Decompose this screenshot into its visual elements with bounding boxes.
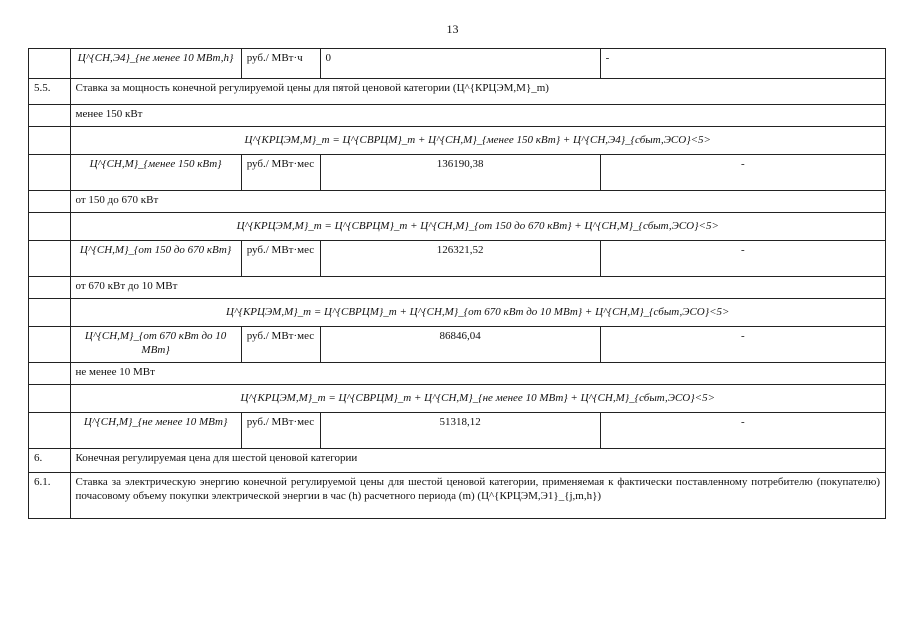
group-label: не менее 10 МВт xyxy=(70,363,886,385)
formula-row xyxy=(29,385,886,413)
unit-cell: руб./ МВт·ч xyxy=(241,49,320,79)
unit-cell: руб./ МВт·мес xyxy=(241,413,320,449)
value-cell: 51318,12 xyxy=(320,413,600,449)
group-label: от 670 кВт до 10 МВт xyxy=(70,277,886,299)
section-title: Конечная регулируемая цена для шестой ценовой категории xyxy=(70,449,886,473)
variable-cell: Ц^{СН,М}_{менее 150 кВт} xyxy=(70,155,241,191)
section-number: 6. xyxy=(29,449,71,473)
section-title: Ставка за мощность конечной регулируемой цены для пятой ценовой категории (Ц^{КРЦЭМ,М}_m) xyxy=(70,79,886,105)
variable-cell: Ц^{СН,М}_{от 670 кВт до 10 МВт} xyxy=(70,327,241,363)
formula-row xyxy=(29,213,886,241)
group-label-row xyxy=(29,277,886,299)
table-row xyxy=(29,327,886,363)
variable-cell: Ц^{СН,М}_{от 150 до 670 кВт} xyxy=(70,241,241,277)
extra-cell: - xyxy=(600,155,885,191)
value-cell: 86846,04 xyxy=(320,327,600,363)
table-row xyxy=(29,241,886,277)
group-label-row xyxy=(29,191,886,213)
unit-cell: руб./ МВт·мес xyxy=(241,327,320,363)
unit-cell: руб./ МВт·мес xyxy=(241,241,320,277)
table-row xyxy=(29,413,886,449)
formula: Ц^{КРЦЭМ,М}_m = Ц^{СВРЦМ}_m + Ц^{СН,М}_{от 670 кВт до 10 МВт} + Ц^{СН,М}_{сбыт,ЭСО}<5> xyxy=(70,299,886,327)
formula: Ц^{КРЦЭМ,М}_m = Ц^{СВРЦМ}_m + Ц^{СН,М}_{от 150 до 670 кВт} + Ц^{СН,М}_{сбыт,ЭСО}<5> xyxy=(70,213,886,241)
section-number: 5.5. xyxy=(29,79,71,105)
section-number: 6.1. xyxy=(29,473,71,519)
group-label-row xyxy=(29,105,886,127)
unit-cell: руб./ МВт·мес xyxy=(241,155,320,191)
value-cell: 136190,38 xyxy=(320,155,600,191)
extra-cell: - xyxy=(600,49,885,79)
tariff-table xyxy=(28,48,886,519)
variable-cell: Ц^{СН,М}_{не менее 10 МВт} xyxy=(70,413,241,449)
section-row xyxy=(29,449,886,473)
variable-cell: Ц^{СН,Э4}_{не менее 10 МВт,h} xyxy=(70,49,241,79)
value-cell: 126321,52 xyxy=(320,241,600,277)
section-row xyxy=(29,79,886,105)
value-cell: 0 xyxy=(320,49,600,79)
formula: Ц^{КРЦЭМ,М}_m = Ц^{СВРЦМ}_m + Ц^{СН,М}_{не менее 10 МВт} + Ц^{СН,М}_{сбыт,ЭСО}<5> xyxy=(70,385,886,413)
group-label: от 150 до 670 кВт xyxy=(70,191,886,213)
extra-cell: - xyxy=(600,413,885,449)
table-row xyxy=(29,49,886,79)
group-label-row xyxy=(29,363,886,385)
group-label: менее 150 кВт xyxy=(70,105,886,127)
page-number: 13 xyxy=(446,22,459,36)
table-row xyxy=(29,155,886,191)
row-number-cell xyxy=(29,49,71,79)
formula-row xyxy=(29,127,886,155)
formula-row xyxy=(29,299,886,327)
extra-cell: - xyxy=(600,241,885,277)
section-title: Ставка за электрическую энергию конечной регулируемой цены для шестой ценовой категории, применяемая к фактически поставленному потребителю (покупателю) почасовому объему покупки электрической энергии в час (h) расчетного периода (m) (Ц^{КРЦЭМ,Э1}_{j,m,h}) xyxy=(70,473,886,519)
section-row xyxy=(29,473,886,519)
formula: Ц^{КРЦЭМ,М}_m = Ц^{СВРЦМ}_m + Ц^{СН,М}_{менее 150 кВт} + Ц^{СН,Э4}_{сбыт,ЭСО}<5> xyxy=(70,127,886,155)
extra-cell: - xyxy=(600,327,885,363)
